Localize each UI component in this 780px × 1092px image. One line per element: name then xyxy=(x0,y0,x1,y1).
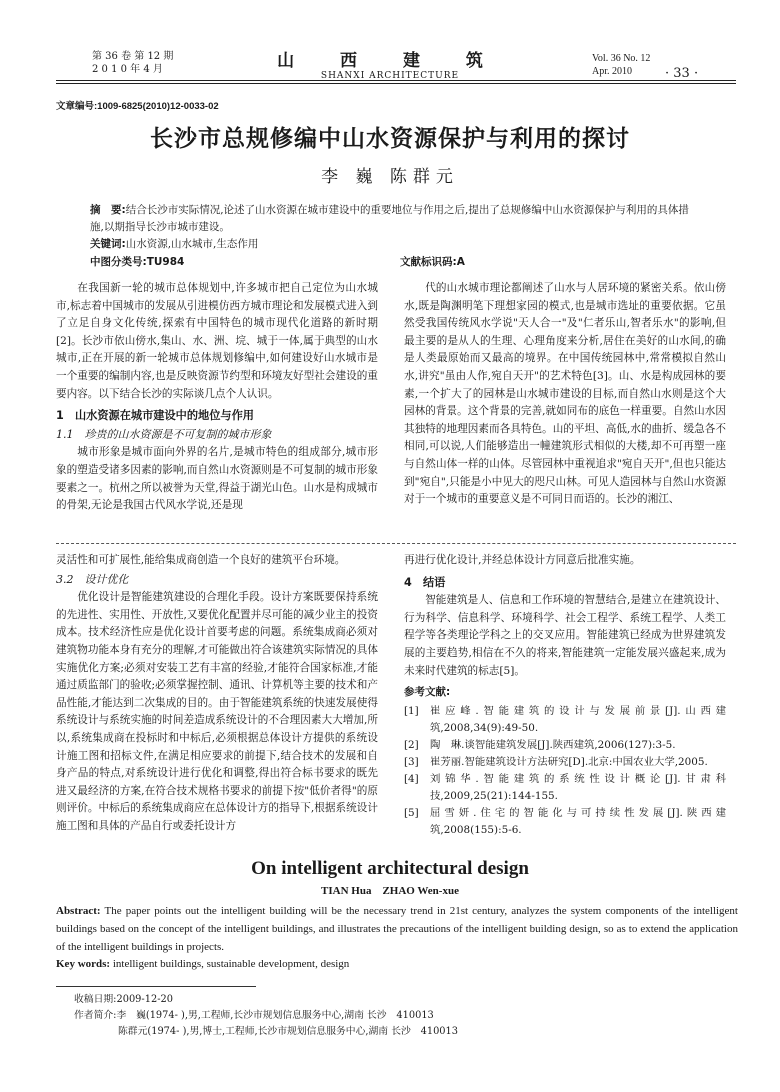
lower-left-column xyxy=(56,552,378,836)
references-title: 参考文献: xyxy=(404,686,451,699)
footnote-rule xyxy=(56,986,256,987)
section-heading: 4 结语 xyxy=(404,575,446,589)
journal-name xyxy=(0,46,780,81)
reference-number: [1] xyxy=(404,704,419,717)
abstract xyxy=(90,202,702,236)
abstract-block xyxy=(90,202,702,253)
paragraph: 灵活性和可扩展性,能给集成商创造一个良好的建筑平台环境。 xyxy=(56,554,346,566)
paragraph: 智能建筑是人、信息和工作环境的智慧结合,是建立在建筑设计、行为科学、信息科学、环境科学、社会工程学、系统工程学、人类工程学等各类理论学科之上的交叉应用。智能建筑已经成为世界建筑发展的主要趋势,相信在不久的将来,智能建筑一定能发展兴盛起来,成为未来时代建筑的标志[5]。 xyxy=(404,594,726,677)
english-authors: TIAN Hua ZHAO Wen-xue xyxy=(321,885,459,897)
english-abstract xyxy=(56,902,738,956)
clc-number: 中图分类号:TU984 xyxy=(90,256,185,268)
article-number: 文章编号:1009-6825(2010)12-0033-02 xyxy=(56,101,219,112)
volume-cn: 第 36 卷 第 12 期 xyxy=(92,51,174,62)
date-cn: 2 0 1 0 年 4 月 xyxy=(92,64,163,75)
keywords-text: 山水资源,山水城市,生态作用 xyxy=(125,238,259,250)
reference-text: 陶 琳.谈智能建筑发展[J].陕西建筑,2006(127):3-5. xyxy=(430,738,676,751)
subsection-heading: 3.2 设计优化 xyxy=(56,572,129,586)
page-number: · 33 · xyxy=(665,66,699,81)
reference-number: [3] xyxy=(404,755,419,768)
footnote xyxy=(74,992,458,1040)
reference-item xyxy=(404,737,726,754)
date-en: Apr. 2010 xyxy=(592,66,632,77)
lower-right-column xyxy=(404,552,726,839)
reference-list xyxy=(404,703,726,839)
reference-text: 屈雪妍.住宅的智能化与可持续性发展[J].陕西建筑,2008(155):5-6. xyxy=(430,806,726,836)
upper-left-column xyxy=(56,280,378,515)
received-date: 收稿日期:2009-12-20 xyxy=(74,994,173,1005)
author-bio-1: 作者简介:李 巍(1974- ),男,工程师,长沙市规划信息服务中心,湖南 长沙 410013 xyxy=(74,1010,434,1021)
paragraph: 在我国新一轮的城市总体规划中,许多城市把自己定位为山水城市,标志着中国城市的发展从引进模仿西方城市理论和发展模式进入到了立足自身文化传统,探索有中国特色的城市现代化道路的新时期[2]。长沙市依山傍水,集山、水、洲、垸、城于一体,属于典型的山水城市,正在开展的新一轮城市总体规划修编中,如何建设好山水城市是一个重要的编制内容,也是反映资源节约型和环境友好型社会建设的重要内容。以下结合长沙的实际谈几点个人认识。 xyxy=(56,282,378,400)
english-keywords-label: Key words: xyxy=(56,958,111,970)
header-rule-thin xyxy=(56,83,736,84)
reference-text: 刘锦华.智能建筑的系统性设计概论[J].甘肃科技,2009,25(21):144-155. xyxy=(430,772,726,802)
authors: 李 巍 陈群元 xyxy=(321,167,459,187)
volume-en: Vol. 36 No. 12 xyxy=(592,53,651,64)
reference-item xyxy=(404,703,726,737)
header-rule xyxy=(56,80,736,81)
reference-text: 崔芳丽.智能建筑设计方法研究[D].北京:中国农业大学,2005. xyxy=(430,755,708,768)
author-bio-2: 陈群元(1974- ),男,博士,工程师,长沙市规划信息服务中心,湖南 长沙 410013 xyxy=(118,1026,459,1037)
paragraph: 代的山水城市理论都阐述了山水与人居环境的紧密关系。依山傍水,既是陶渊明笔下理想家园的模式,也是城市选址的重要依据。它虽然受我国传统风水学说"天人合一"及"仁者乐山,智者乐水"的影响,但最主要的是从人的生理、心理角度来分析,居住在美好的山水间,的确是人类最原始而又最高的境界。在中国传统园林中,常常模拟自然山水,讲究"虽由人作,宛自天开"的艺术特色[3]。山、水是构成园林的要素,一个扩大了的园林是山水城市建设的目标,而自然山水则是这个大园林的背景。这个背景的完善,就如同布的底色一样重要。自然山水因其独特的地理因素而各具特色。山的平坦、高低,水的曲折、缓急各不相同,可以说,人们能够造出一幢建筑形式相似的大楼,却不可再塑一座与自然山体一样的山体。尽管园林中重视追求"宛自天开",但也只能达到"宛自",只能是小中见大的咫尺山林。可见人造园林与自然山水资源对于一个城市的重要意义是不可同日而语的。长沙的湘江、 xyxy=(404,282,726,506)
reference-item xyxy=(404,754,726,771)
section-heading: 1 山水资源在城市建设中的地位与作用 xyxy=(56,409,254,423)
reference-number: [5] xyxy=(404,806,419,819)
abstract-label: 摘 要: xyxy=(90,204,126,216)
journal-name-en: SHANXI ARCHITECTURE xyxy=(320,71,460,81)
document-code: 文献标识码:A xyxy=(400,256,465,268)
journal-name-cn: 山 西 建 筑 xyxy=(277,51,503,71)
upper-right-column xyxy=(404,280,726,509)
paragraph: 优化设计是智能建筑建设的合理化手段。设计方案既要保持系统的先进性、实用性、开放性,又要优化配置并尽可能的减少业主的投资成本。技术经济性应是优化设计首要考虑的问题。系统集成商必须对建筑物功能本身有充分的理解,才可能做出符合该建筑实际情况的具体实施优化方案;必须对安装工艺有丰富的经验,才能符合国家标准,才能通过质监部门的验收;必须掌握控制、通讯、计算机等主要的技术和产品性能,才能达到二次集成的目的。由于智能建筑系统的快速发展使得系统设计与系统实施的时间差造成系统设计的不合理因素大大增加,所以,系统集成商在投标时和中标后,必须根据总体设计方提供的系统设计施工图和招标文件,在满足相应要求的前提下,结合技术的发展和自身产品的特点,对系统设计进行优化和调整,得出符合标书要求的既先进又最经济的方案,在符合技术规格书要求的前提下按"低价者得"的原则评价。中标后的系统集成商应在总体设计方的指导下,根据系统设计施工图和具体的产品自行或委托设计方 xyxy=(56,591,378,832)
reference-item xyxy=(404,771,726,805)
english-keywords xyxy=(56,958,738,970)
english-title: On intelligent architectural design xyxy=(251,858,529,879)
paragraph: 城市形象是城市面向外界的名片,是城市特色的组成部分,城市形象的塑造受诸多因素的影响,而自然山水资源则是不可复制的城市形象要素之一。杭州之所以被誉为天堂,得益于湖光山色。山水是构成城市的骨架,无论是我国古代风水学说,还是现 xyxy=(56,446,378,512)
reference-item xyxy=(404,805,726,839)
abstract-text: 结合长沙市实际情况,论述了山水资源在城市建设中的重要地位与作用之后,提出了总规修编中山水资源保护与利用的具体措施,以期指导长沙市城市建设。 xyxy=(90,204,689,233)
keywords-label: 关键词: xyxy=(90,238,126,250)
reference-number: [2] xyxy=(404,738,419,751)
issue-info-en xyxy=(592,52,650,78)
page-title: 长沙市总规修编中山水资源保护与利用的探讨 xyxy=(150,126,630,152)
section-break-dashed xyxy=(56,543,736,544)
keywords xyxy=(90,236,702,253)
english-keywords-text: intelligent buildings, sustainable development, design xyxy=(110,958,350,970)
paragraph: 再进行优化设计,并经总体设计方同意后批准实施。 xyxy=(404,554,641,566)
reference-number: [4] xyxy=(404,772,419,785)
reference-text: 崔应峰.智能建筑的设计与发展前景[J].山西建筑,2008,34(9):49-50. xyxy=(430,704,726,734)
english-abstract-text: The paper points out the intelligent building will be the necessary trend in 21st century, analyzes the system components of the intelligent buildings based on the concept of the intelligent buildings, and illustrates the precautions of the intelligent building design, so as to extend the application of the intelligent buildings in projects. xyxy=(56,905,738,953)
subsection-heading: 1.1 珍贵的山水资源是不可复制的城市形象 xyxy=(56,427,272,441)
english-abstract-label: Abstract: xyxy=(56,905,101,917)
